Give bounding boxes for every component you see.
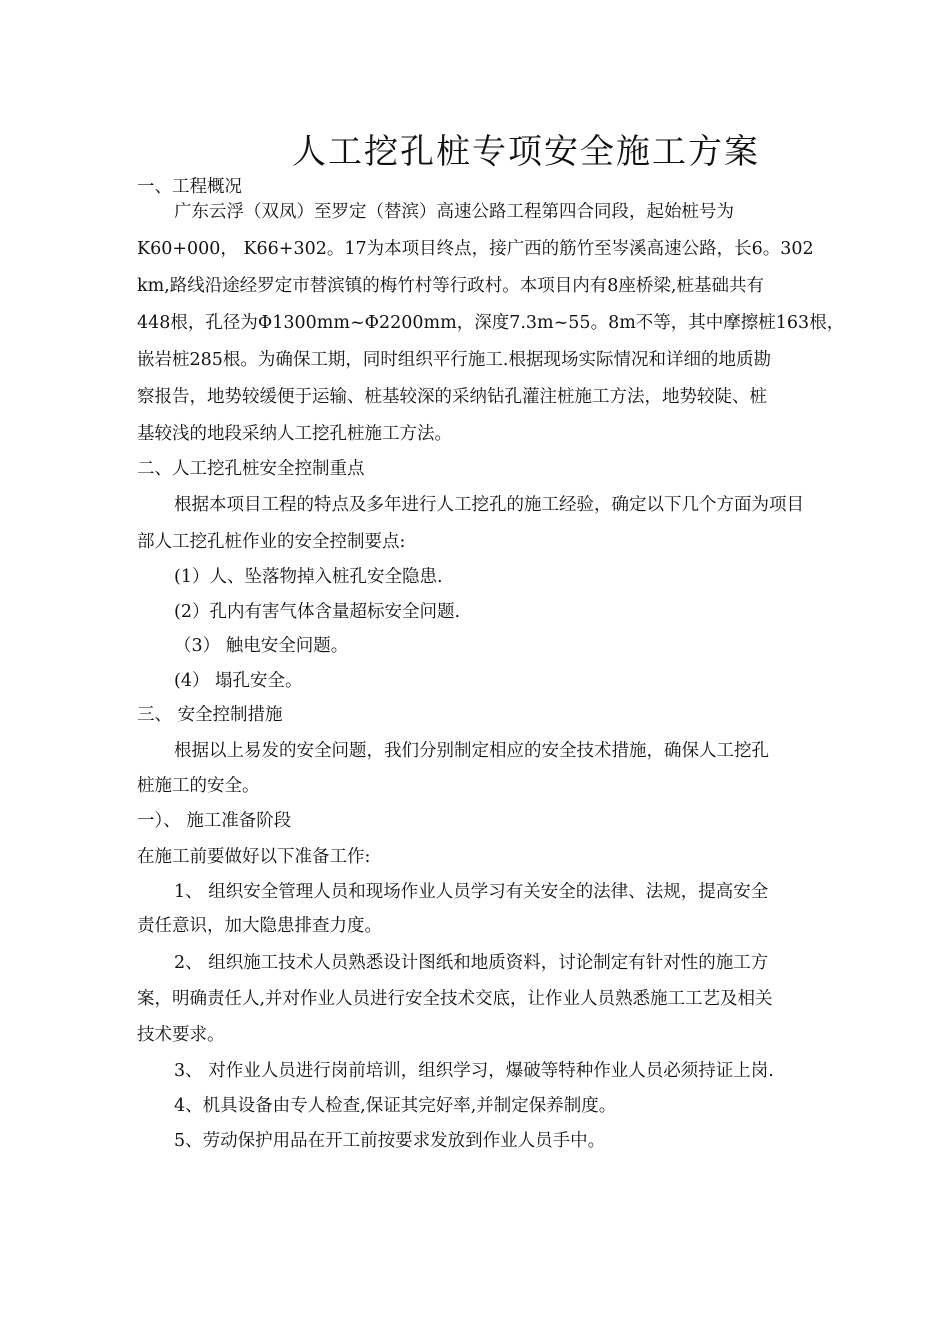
paragraph-line: 察报告，地势较缓便于运输、桩基较深的采纳钻孔灌注桩施工方法，地势较陡、桩 — [137, 387, 767, 407]
paragraph-line: 嵌岩桩285根。为确保工期，同时组织平行施工.根据现场实际情况和详细的地质勘 — [137, 350, 771, 370]
list-item: (2）孔内有害气体含量超标安全问题. — [174, 602, 461, 622]
paragraph-line: km,路线沿途经罗定市替滨镇的梅竹村等行政村。本项目内有8座桥梁,桩基础共有 — [137, 276, 764, 296]
paragraph-line: 责任意识，加大隐患排查力度。 — [137, 916, 382, 936]
section-heading-control-points: 二、人工挖孔桩安全控制重点 — [137, 459, 365, 479]
list-item: 3、 对作业人员进行岗前培训，组织学习，爆破等特种作业人员必须持证上岗. — [174, 1061, 774, 1081]
paragraph-line: K60+000， K66+302。17为本项目终点，接广西的筋竹至岑溪高速公路，长6。302 — [137, 239, 814, 259]
paragraph-line: 部人工挖孔桩作业的安全控制要点: — [137, 532, 406, 552]
list-item: 5、劳动保护用品在开工前按要求发放到作业人员手中。 — [174, 1131, 606, 1151]
paragraph-line: 技术要求。 — [137, 1025, 225, 1045]
paragraph-line: 448根，孔径为Φ1300mm~Φ2200mm，深度7.3m~55。8m不等，其中摩擦桩163根， — [137, 313, 845, 333]
list-item: 1、 组织安全管理人员和现场作业人员学习有关安全的法律、法规，提高安全 — [174, 882, 769, 902]
paragraph-line: 根据本项目工程的特点及多年进行人工挖孔的施工经验，确定以下几个方面为项目 — [174, 495, 804, 515]
subsection-heading: 一）、 施工准备阶段 — [137, 811, 292, 831]
section-heading-measures: 三、 安全控制措施 — [137, 705, 283, 725]
paragraph-line: 基较浅的地段采纳人工挖孔桩施工方法。 — [137, 424, 452, 444]
section-heading-overview: 一、工程概况 — [137, 177, 242, 197]
list-item: (4） 塌孔安全。 — [174, 671, 303, 691]
list-item: 4、机具设备由专人检查,保证其完好率,并制定保养制度。 — [174, 1096, 617, 1116]
list-item: 2、 组织施工技术人员熟悉设计图纸和地质资料，讨论制定有针对性的施工方 — [174, 953, 769, 973]
list-item: （3） 触电安全问题。 — [174, 636, 349, 656]
document-title: 人工挖孔桩专项安全施工方案 — [292, 132, 760, 172]
paragraph-line: 桩施工的安全。 — [137, 776, 260, 796]
list-item: (1）人、坠落物掉入桩孔安全隐患. — [174, 567, 443, 587]
paragraph-line: 案，明确责任人,并对作业人员进行安全技术交底，让作业人员熟悉施工工艺及相关 — [137, 989, 773, 1009]
paragraph-line: 广东云浮（双凤）至罗定（替滨）高速公路工程第四合同段，起始桩号为 — [174, 202, 734, 222]
paragraph-line: 根据以上易发的安全问题，我们分别制定相应的安全技术措施，确保人工挖孔 — [174, 741, 769, 761]
paragraph-line: 在施工前要做好以下准备工作: — [137, 847, 371, 867]
